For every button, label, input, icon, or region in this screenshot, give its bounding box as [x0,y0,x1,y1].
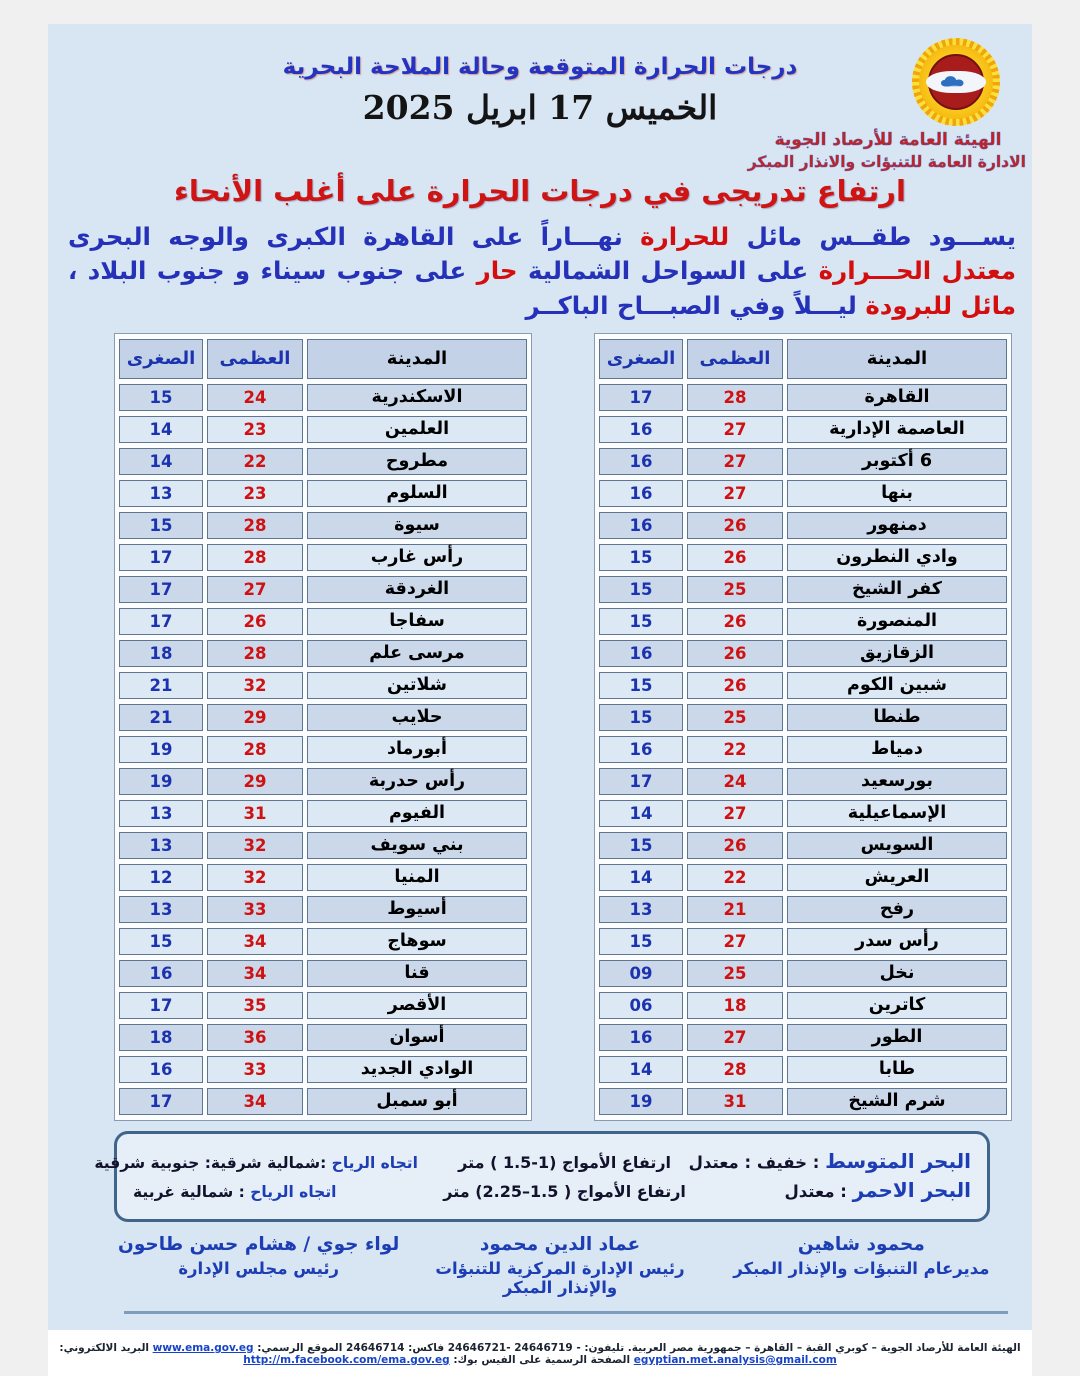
city-name: المنيا [307,864,527,891]
city-name: سيوة [307,512,527,539]
min-temp: 13 [119,896,203,923]
signatory-name: لواء جوي / هشام حسن طاحون [118,1233,400,1255]
temperature-tables [48,323,1032,1121]
signatory-title: رئيس مجلس الإدارة [178,1258,340,1278]
org-block [747,38,1026,171]
city-name: رأس سدر [787,928,1007,955]
col-header-min: الصغرى [599,339,683,379]
min-temp: 15 [599,576,683,603]
table-row [599,384,1007,411]
city-name: أبو سمبل [307,1088,527,1115]
city-name: العلمين [307,416,527,443]
max-temp: 23 [207,416,303,443]
min-temp: 14 [599,1056,683,1083]
table-row [119,768,527,795]
table-row [599,640,1007,667]
temps-table-cairo-delta-sinai [594,333,1012,1121]
wave-height: ارتفاع الأمواج ( 1.5–2.25) متر [443,1181,686,1201]
max-temp: 26 [687,672,783,699]
min-temp: 19 [119,768,203,795]
city-name: شبين الكوم [787,672,1007,699]
wind-direction [94,1153,418,1172]
sea-condition-row [94,1148,971,1173]
max-temp: 29 [207,704,303,731]
footer-email-label: البريد الالكتروني: [59,1342,149,1354]
signature-block [409,1234,710,1297]
table-row [599,448,1007,475]
max-temp: 31 [687,1088,783,1115]
sea-condition-row [133,1178,971,1202]
table-row [599,1088,1007,1115]
min-temp: 15 [599,544,683,571]
col-header-min: الصغرى [119,339,203,379]
table-row [119,480,527,507]
website-link[interactable]: www.ema.gov.eg [152,1342,254,1354]
forecast-segment: حار [476,256,518,286]
table-row [119,576,527,603]
max-temp: 35 [207,992,303,1019]
min-temp: 21 [119,704,203,731]
city-name: أسوان [307,1024,527,1051]
city-name: الزقازيق [787,640,1007,667]
table-row [599,736,1007,763]
forecast-segment: مائل للبرودة [865,290,1016,320]
table-row [599,768,1007,795]
city-name: شرم الشيخ [787,1088,1007,1115]
footer-facebook-label: الصفحة الرسمية على الفيس بوك: [453,1354,631,1366]
city-name: مطروح [307,448,527,475]
col-header-city: المدينة [787,339,1007,379]
min-temp: 15 [599,704,683,731]
max-temp: 24 [207,384,303,411]
footer-divider [124,1311,1008,1314]
bulletin-date: الخميس 17 ابريل 2025 [362,88,718,127]
city-name: سوهاج [307,928,527,955]
max-temp: 25 [687,960,783,987]
signatory-name: عماد الدين محمود [479,1233,641,1255]
signature-block [108,1234,409,1297]
max-temp: 27 [687,480,783,507]
city-name: المنصورة [787,608,1007,635]
city-name: أبورماد [307,736,527,763]
table-row [599,608,1007,635]
city-name: بورسعيد [787,768,1007,795]
sea-state-value: : خفيف : معتدل [688,1152,826,1172]
min-temp: 17 [119,992,203,1019]
min-temp: 15 [599,928,683,955]
city-name: دمنهور [787,512,1007,539]
min-temp: 06 [599,992,683,1019]
table-row [119,1088,527,1115]
max-temp: 18 [687,992,783,1019]
max-temp: 28 [207,640,303,667]
max-temp: 34 [207,928,303,955]
footer-contact-text: الهيئة العامة للأرصاد الجوية – كوبري القبة – القاهرة – جمهورية مصر العربية. تليفون: - 24646719 -24646721 فاكس: 24646714 الموقع الرسمي: [257,1342,1021,1354]
city-name: القاهرة [787,384,1007,411]
weather-bulletin-page [48,24,1032,1376]
max-temp: 26 [687,832,783,859]
max-temp: 27 [687,1024,783,1051]
table-row [599,960,1007,987]
min-temp: 18 [119,1024,203,1051]
max-temp: 28 [207,544,303,571]
min-temp: 17 [119,576,203,603]
max-temp: 27 [687,800,783,827]
table-row [599,480,1007,507]
table-row [119,416,527,443]
city-name: كفر الشيخ [787,576,1007,603]
signatory-name: محمود شاهين [797,1233,925,1255]
min-temp: 17 [119,1088,203,1115]
table-row [599,672,1007,699]
table-row [119,864,527,891]
max-temp: 28 [207,512,303,539]
city-name: قنا [307,960,527,987]
city-name: وادي النطرون [787,544,1007,571]
max-temp: 22 [687,864,783,891]
min-temp: 09 [599,960,683,987]
footer-contact-line [48,1330,1032,1366]
max-temp: 27 [687,448,783,475]
table-row [599,864,1007,891]
col-header-max: العظمى [207,339,303,379]
cloud-icon [926,71,986,93]
min-temp: 16 [599,448,683,475]
min-temp: 16 [599,480,683,507]
headline: ارتفاع تدريجى في درجات الحرارة على أغلب الأنحاء [174,174,906,208]
city-name: نخل [787,960,1007,987]
city-name: رفح [787,896,1007,923]
min-temp: 16 [599,736,683,763]
bulletin-title: درجات الحرارة المتوقعة وحالة الملاحة البحرية [282,54,798,80]
min-temp: 17 [119,544,203,571]
forecast-segment: نهـــاراً على القاهرة الكبرى والوجه البحرى [68,222,641,251]
city-name: العاصمة الإدارية [787,416,1007,443]
table-row [599,928,1007,955]
max-temp: 24 [687,768,783,795]
forecast-segment: للحرارة [640,222,730,251]
min-temp: 14 [599,800,683,827]
max-temp: 32 [207,864,303,891]
min-temp: 19 [119,736,203,763]
city-name: رأس غارب [307,544,527,571]
table-row [119,832,527,859]
wind-direction-value: :شمالية شرقية: جنوبية شرقية [94,1153,332,1172]
min-temp: 15 [599,832,683,859]
max-temp: 33 [207,896,303,923]
city-name: أسيوط [307,896,527,923]
table-row [599,800,1007,827]
table-header-row [599,339,1007,379]
max-temp: 32 [207,672,303,699]
city-name: الأقصر [307,992,527,1019]
city-name: بني سويف [307,832,527,859]
max-temp: 26 [687,640,783,667]
city-name: دمياط [787,736,1007,763]
max-temp: 27 [207,576,303,603]
wind-direction-value: : شمالية غربية [133,1182,251,1201]
min-temp: 15 [119,512,203,539]
max-temp: 27 [687,416,783,443]
table-row [119,992,527,1019]
signatory-title: رئيس الإدارة المركزية للتنبؤات والإنذار المبكر [435,1258,685,1297]
min-temp: 16 [119,960,203,987]
temps-table-coasts-upper-egypt [114,333,532,1121]
min-temp: 14 [599,864,683,891]
city-name: الطور [787,1024,1007,1051]
table-row [119,608,527,635]
min-temp: 13 [119,480,203,507]
wave-height: ارتفاع الأمواج (1-1.5 ) متر [458,1152,672,1172]
city-name: شلاتين [307,672,527,699]
max-temp: 26 [687,544,783,571]
city-name: العريش [787,864,1007,891]
max-temp: 26 [207,608,303,635]
min-temp: 13 [119,800,203,827]
sea-state-value: : معتدل [784,1181,853,1201]
table-row [119,1024,527,1051]
marine-conditions-box [94,1131,990,1222]
min-temp: 17 [599,384,683,411]
max-temp: 32 [207,832,303,859]
city-name: الاسكندرية [307,384,527,411]
table-row [119,896,527,923]
forecast-segment: معتدل الحـــرارة [818,256,1016,286]
city-name: حلايب [307,704,527,731]
min-temp: 16 [599,1024,683,1051]
city-name: سفاجا [307,608,527,635]
signatures [48,1222,1032,1297]
table-header-row [119,339,527,379]
table-row [599,704,1007,731]
min-temp: 15 [119,384,203,411]
wind-direction-label: اتجاه الرياح [331,1153,418,1172]
min-temp: 15 [599,672,683,699]
table-row [599,544,1007,571]
max-temp: 33 [207,1056,303,1083]
max-temp: 25 [687,576,783,603]
max-temp: 25 [687,704,783,731]
city-name: طابا [787,1056,1007,1083]
table-row [599,1024,1007,1051]
min-temp: 13 [599,896,683,923]
table-row [119,704,527,731]
city-name: الغردقة [307,576,527,603]
table-row [599,1056,1007,1083]
forecast-paragraph [68,220,1016,323]
sea-name: البحر الاحمر [852,1177,971,1202]
forecast-segment: على السواحل الشمالية [517,256,819,286]
city-name: الإسماعيلية [787,800,1007,827]
org-name-line2: الادارة العامة للتنبؤات والانذار المبكر [747,153,1026,171]
wind-direction [133,1183,418,1201]
min-temp: 14 [119,448,203,475]
table-row [599,992,1007,1019]
max-temp: 28 [687,384,783,411]
max-temp: 29 [207,768,303,795]
table-row [599,576,1007,603]
table-row [599,512,1007,539]
min-temp: 14 [119,416,203,443]
max-temp: 28 [207,736,303,763]
max-temp: 26 [687,512,783,539]
table-row [599,832,1007,859]
max-temp: 27 [687,928,783,955]
max-temp: 22 [207,448,303,475]
min-temp: 19 [599,1088,683,1115]
city-name: رأس حدربة [307,768,527,795]
sea-state [688,1148,971,1173]
table-row [599,896,1007,923]
table-row [119,928,527,955]
city-name: 6 أكتوبر [787,448,1007,475]
wind-direction-label: اتجاه الرياح [250,1182,337,1201]
max-temp: 23 [207,480,303,507]
min-temp: 17 [119,608,203,635]
min-temp: 17 [599,768,683,795]
forecast-segment: يســـود طقــس مائل [729,222,1016,251]
table-row [119,736,527,763]
min-temp: 12 [119,864,203,891]
max-temp: 34 [207,1088,303,1115]
min-temp: 16 [599,416,683,443]
sea-state [711,1178,971,1202]
signatory-title: مديرعام التنبؤات والإنذار المبكر [733,1258,990,1278]
table-row [119,448,527,475]
city-name: السلوم [307,480,527,507]
table-row [119,544,527,571]
header [48,24,1032,172]
forecast-segment: ليـــلاً وفي الصبـــاح الباكــر [525,290,866,320]
sea-name: البحر المتوسط [825,1148,971,1173]
table-row [119,384,527,411]
min-temp: 15 [599,608,683,635]
city-name: السويس [787,832,1007,859]
max-temp: 28 [687,1056,783,1083]
forecast-segment: على جنوب سيناء و جنوب البلاد ، [68,256,477,286]
org-name-line1: الهيئة العامة للأرصاد الجوية [774,130,1002,150]
table-row [119,1056,527,1083]
min-temp: 16 [119,1056,203,1083]
city-name: كاترين [787,992,1007,1019]
col-header-max: العظمى [687,339,783,379]
table-row [599,416,1007,443]
min-temp: 16 [599,512,683,539]
city-name: الوادي الجديد [307,1056,527,1083]
table-row [119,640,527,667]
ema-logo [912,38,1000,126]
table-row [119,512,527,539]
col-header-city: المدينة [307,339,527,379]
max-temp: 36 [207,1024,303,1051]
email-link[interactable]: egyptian.met.analysis@gmail.com [633,1354,837,1366]
min-temp: 16 [599,640,683,667]
signature-block [711,1234,1012,1297]
city-name: مرسى علم [307,640,527,667]
max-temp: 26 [687,608,783,635]
city-name: طنطا [787,704,1007,731]
min-temp: 21 [119,672,203,699]
min-temp: 18 [119,640,203,667]
table-row [119,800,527,827]
max-temp: 31 [207,800,303,827]
min-temp: 13 [119,832,203,859]
min-temp: 15 [119,928,203,955]
facebook-link[interactable]: http://m.facebook.com/ema.gov.eg [243,1354,450,1366]
max-temp: 22 [687,736,783,763]
city-name: بنها [787,480,1007,507]
city-name: الفيوم [307,800,527,827]
table-row [119,960,527,987]
bulletin-body [48,24,1032,1330]
max-temp: 21 [687,896,783,923]
max-temp: 34 [207,960,303,987]
table-row [119,672,527,699]
